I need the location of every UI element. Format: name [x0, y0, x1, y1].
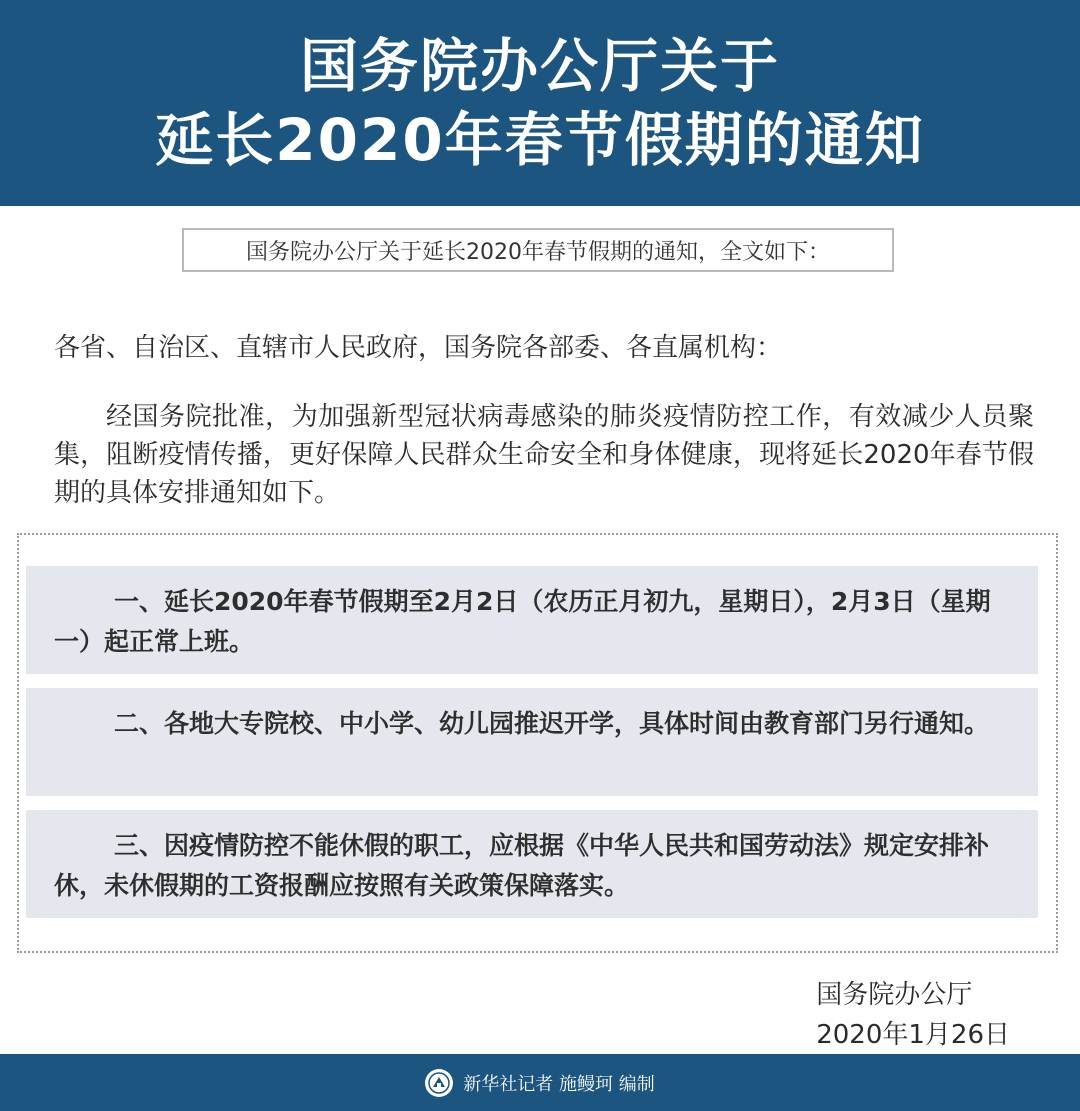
signature-block: [816, 975, 1010, 1055]
title-banner: [0, 0, 1080, 206]
notice-item-1: 一、延长2020年春节假期至2月2日（农历正月初九，星期日），2月3日（星期一）起正常上班。: [26, 566, 1038, 674]
signature-date: 2020年1月26日: [816, 1020, 1010, 1050]
footer-bar: [0, 1054, 1080, 1111]
intro-paragraph: 经国务院批准，为加强新型冠状病毒感染的肺炎疫情防控工作，有效减少人员聚集，阻断疫情传播，更好保障人民群众生命安全和身体健康，现将延长2020年春节假期的具体安排通知如下。: [54, 402, 1034, 508]
title-line-1: 国务院办公厅关于: [299, 32, 780, 100]
notice-item-2: 二、各地大专院校、中小学、幼儿园推迟开学，具体时间由教育部门另行通知。: [26, 688, 1038, 796]
signature-org: 国务院办公厅: [816, 980, 973, 1010]
salutation: 各省、自治区、直辖市人民政府，国务院各部委、各直属机构：: [54, 333, 783, 363]
notice-item-3: 三、因疫情防控不能休假的职工，应根据《中华人民共和国劳动法》规定安排补休，未休假期的工资报酬应按照有关政策保障落实。: [26, 810, 1038, 918]
subtitle-box: [182, 228, 894, 272]
title-line-2: 延长2020年春节假期的通知: [155, 106, 925, 174]
xinhua-logo-icon: [425, 1069, 453, 1097]
subtitle-text: 国务院办公厅关于延长2020年春节假期的通知，全文如下：: [246, 239, 830, 265]
footer-credit: 新华社记者 施鳗珂 编制: [463, 1073, 655, 1095]
